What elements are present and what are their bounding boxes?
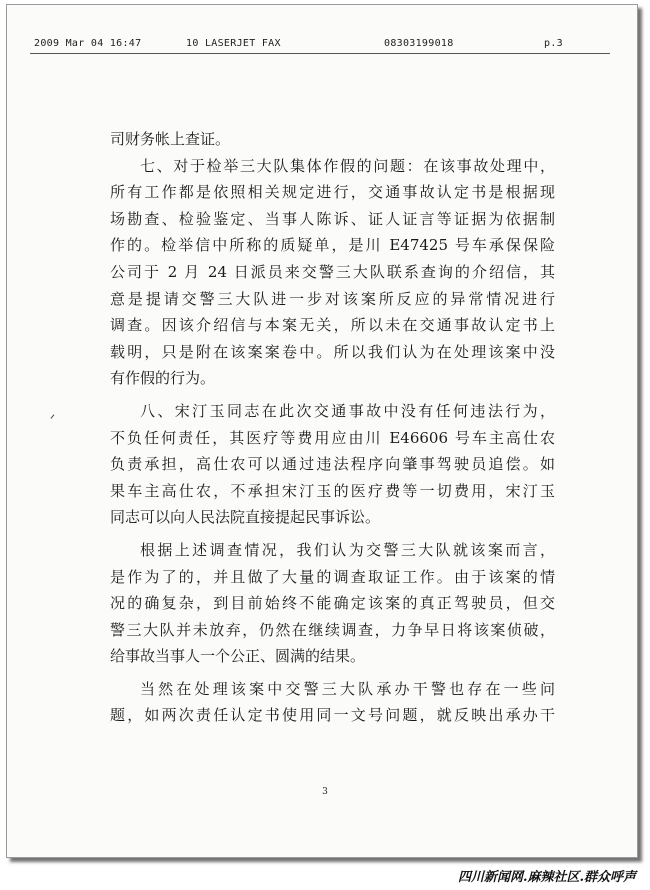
page-number: 3	[322, 787, 328, 797]
body-line: 是作为了的，并且做了大量的调查取证工作。由于该案的情	[110, 567, 555, 586]
body-line: 作的。检举信中所称的质疑单，是川 E47425 号车承保保险	[110, 236, 555, 255]
margin-mark: ᐟ	[50, 412, 56, 426]
body-line: 载明，只是附在该案案卷中。所以我们认为在处理该案中没	[110, 342, 555, 361]
body-line: 不负任何责任，其医疗等费用应由川 E46606 号车主高仕农	[110, 428, 555, 447]
body-line: 给事故当事人一个公正、圆满的结果。	[110, 647, 366, 666]
body-line: 场勘查、检验鉴定、当事人陈诉、证人证言等证据为依据制	[110, 209, 555, 228]
body-line: 司财务帐上查证。	[110, 130, 231, 148]
body-line: 公司于 2 月 24 日派员来交警三大队联系查询的介绍信，其	[110, 262, 555, 281]
body-line: 果车主高仕农，不承担宋汀玉的医疗费等一切费用，宋汀玉	[110, 481, 555, 500]
body-line: 根据上述调查情况，我们认为交警三大队就该案而言，	[140, 540, 555, 559]
body-line: 负责承担，高仕农可以通过违法程序向肇事驾驶员追偿。如	[110, 455, 555, 474]
body-line: 况的确复杂，到目前始终不能确定该案的真正驾驶员，但交	[110, 594, 555, 613]
body-line: 八、宋汀玉同志在此次交通事故中没有任何违法行为，	[140, 401, 555, 420]
fax-header-rule	[30, 53, 610, 54]
document-body	[110, 126, 555, 729]
fax-number: 08303199018	[384, 38, 454, 49]
body-line: 警三大队并未放弃，仍然在继续调查，力争早日将该案侦破，	[110, 620, 555, 639]
fax-page-label: p.3	[544, 38, 563, 49]
body-line: 调查。因该介绍信与本案无关，所以未在交通事故认定书上	[110, 316, 555, 335]
fax-device-name: 10 LASERJET FAX	[186, 38, 281, 49]
body-line: 意是提请交警三大队进一步对该案所反应的异常情况进行	[110, 289, 555, 308]
body-line: 有作假的行为。	[110, 369, 216, 388]
body-line: 七、对于检举三大队集体作假的问题：在该事故处理中，	[140, 156, 555, 175]
source-watermark: 四川新闻网.麻辣社区.群众呼声	[457, 870, 636, 885]
body-line: 所有工作都是依照相关规定进行，交通事故认定书是根据现	[110, 183, 555, 202]
body-line: 题，如两次责任认定书使用同一文号问题，就反映出承办干	[110, 706, 555, 725]
body-line: 当然在处理该案中交警三大队承办干警也存在一些问	[140, 679, 555, 698]
fax-date-time: 2009 Mar 04 16:47	[34, 38, 142, 49]
body-line: 同志可以向人民法院直接提起民事诉讼。	[110, 508, 381, 527]
fax-header	[34, 38, 574, 52]
